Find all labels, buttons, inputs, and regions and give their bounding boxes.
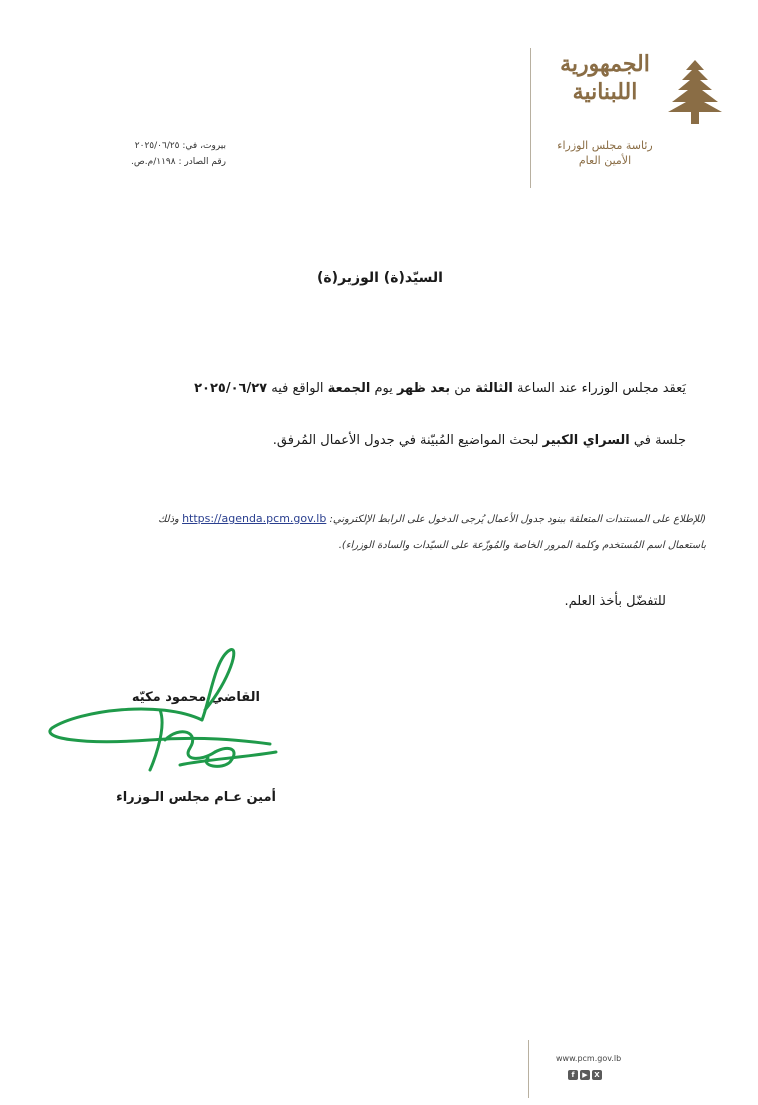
republic-name-line2: اللبنانية	[572, 79, 638, 105]
body-paragraph-1	[80, 378, 686, 400]
republic-name-line1: الجمهورية	[560, 51, 650, 77]
footer	[528, 1040, 638, 1100]
youtube-icon[interactable]: ▶	[580, 1070, 590, 1080]
body-text: الواقع فيه	[267, 381, 328, 396]
salutation: السيّد(ة) الوزير(ة)	[317, 270, 443, 286]
cedar-icon	[660, 56, 730, 128]
footer-url[interactable]: www.pcm.gov.lb	[556, 1054, 622, 1063]
body-afternoon: بعد ظهر	[396, 381, 451, 396]
body-date: ٢٠٢٥/٠٦/٢٧	[194, 381, 268, 396]
body-text: لبحث المواضيع المُبيّنة في جدول الأعمال المُرفق.	[272, 433, 543, 448]
agenda-note	[80, 506, 706, 559]
facebook-icon[interactable]: f	[568, 1070, 578, 1080]
agenda-note-line2: باستعمال اسم المُستخدم وكلمة المرور الخاصة والمُوزّعة على السيّدات والسادة الوزراء).	[338, 540, 706, 551]
note-text: وذلك	[158, 514, 183, 525]
handwritten-signature	[40, 640, 290, 790]
body-text: يوم	[370, 381, 397, 396]
agenda-link[interactable]: https://agenda.pcm.gov.lb	[182, 512, 327, 525]
signer-name: القاضي محمود مكيّه	[131, 690, 260, 705]
pcm-name	[550, 138, 660, 168]
reference-date: بيروت، في: ٢٠٢٥/٠٦/٢٥	[134, 141, 226, 151]
body-paragraph-2	[80, 430, 686, 452]
footer-divider	[528, 1040, 529, 1098]
pcm-name-line1: رئاسة مجلس الوزراء	[557, 139, 653, 152]
body-text: يَعقد مجلس الوزراء عند الساعة	[512, 381, 686, 396]
signer-title: أمين عـام مجلس الـوزراء	[116, 790, 276, 805]
closing-line: للتفضّل بأخذ العلم.	[564, 594, 666, 609]
republic-name	[550, 50, 660, 106]
body-location: السراي الكبير	[542, 433, 630, 448]
reference-block	[66, 138, 226, 170]
body-day: الجمعة	[327, 381, 371, 396]
x-icon[interactable]: X	[592, 1070, 602, 1080]
social-icons	[568, 1070, 602, 1080]
body-text: جلسة في	[629, 433, 686, 448]
body-time: الثالثة	[475, 381, 513, 396]
pcm-name-line2: الأمين العام	[578, 154, 632, 167]
note-text: (للإطلاع على المستندات المتعلقة ببنود جدول الأعمال يُرجى الدخول على الرابط الإلكتروني:	[326, 514, 706, 525]
reference-number: رقم الصادر : ١١٩٨/م.ص.	[131, 157, 226, 167]
agenda-note-line1	[80, 506, 706, 533]
body-text: من	[450, 381, 476, 396]
letterhead	[530, 40, 740, 190]
letterhead-divider	[530, 48, 531, 188]
